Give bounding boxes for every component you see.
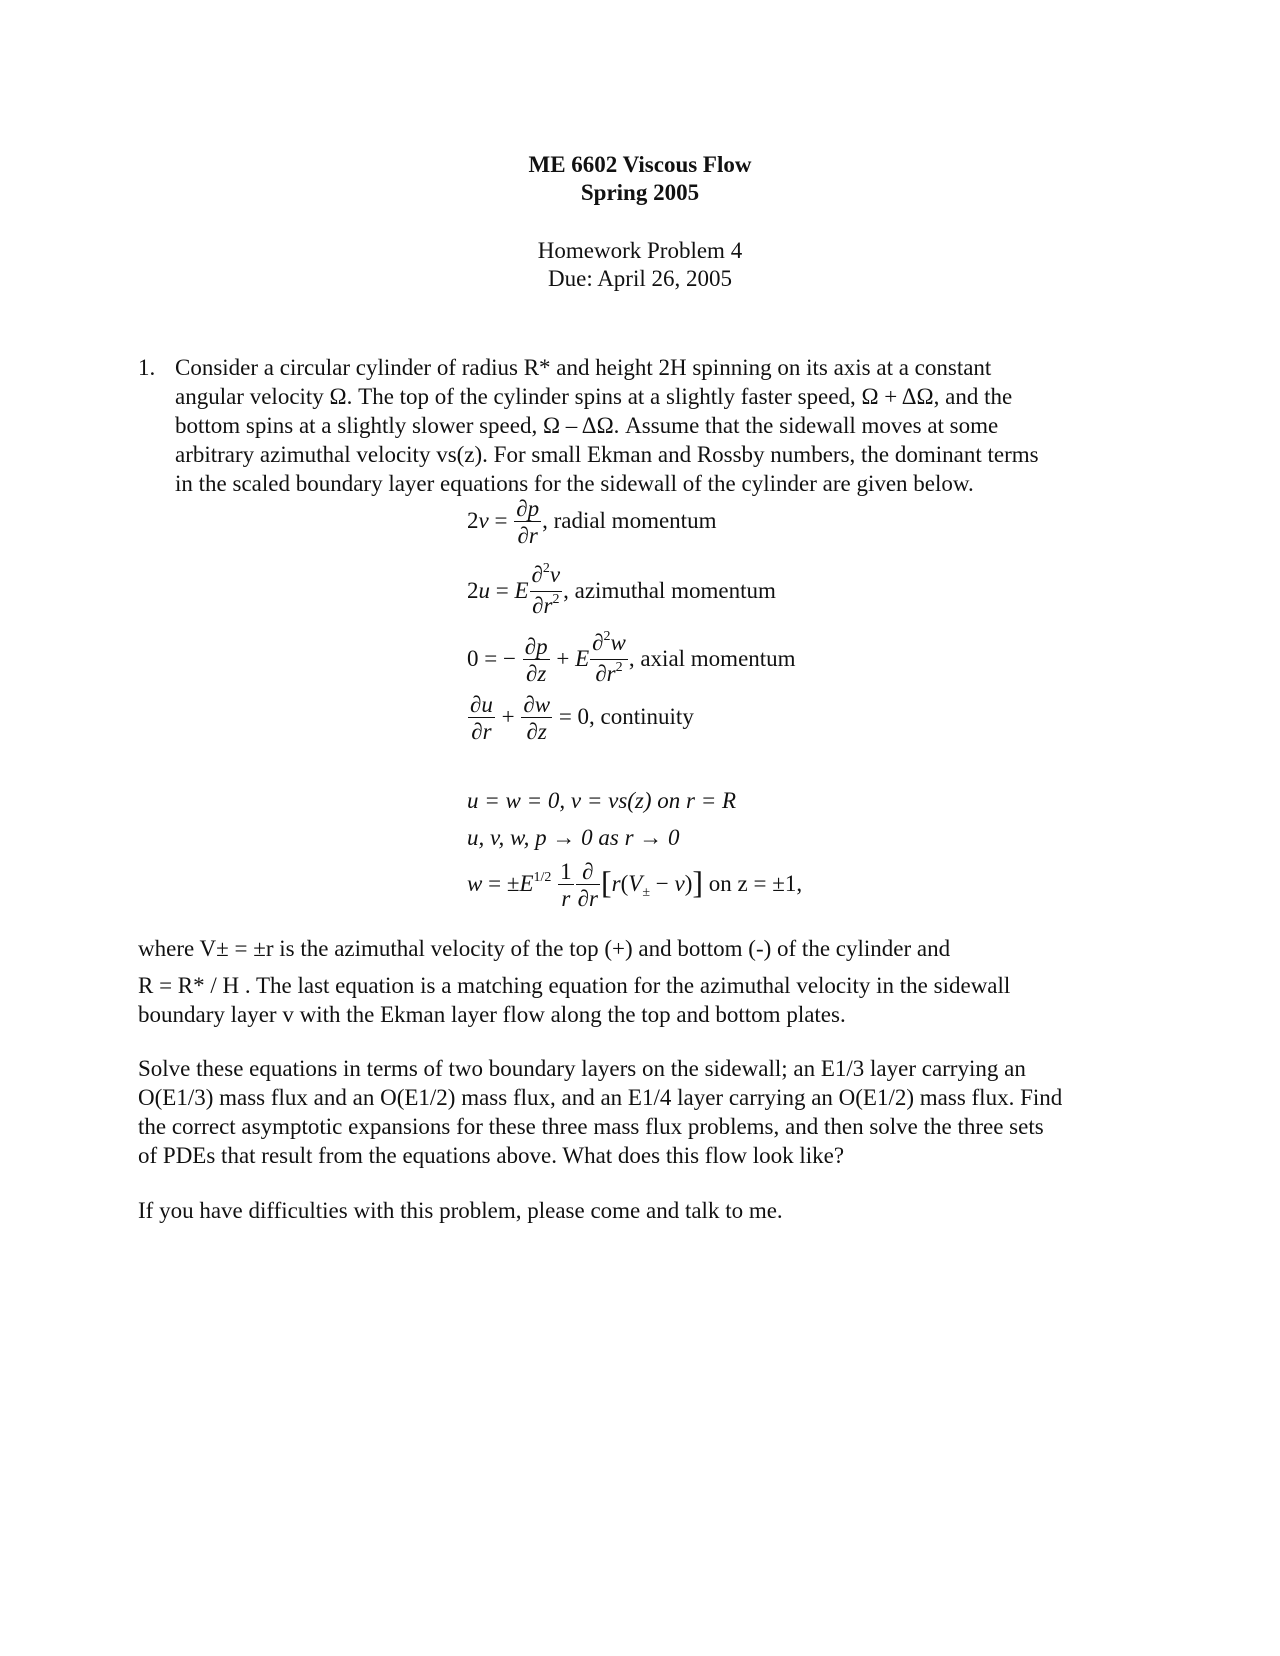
equation-radial-momentum: 2v = $\frac{\partial p}{\partial r}$ , radial momentum bbox=[467, 496, 717, 548]
solve-line: the correct asymptotic expansions for these three mass flux problems, and then solve the three sets bbox=[138, 1114, 1044, 1139]
course-term: Spring 2005 bbox=[580, 180, 700, 205]
boundary-condition-wall: u = w = 0, v = vs(z) on r = R bbox=[467, 788, 737, 813]
azimuthal-label: , azimuthal momentum bbox=[563, 577, 776, 603]
closing-line: If you have difficulties with this problem, please come and talk to me. bbox=[138, 1198, 783, 1223]
closing-paragraph bbox=[138, 1196, 1138, 1225]
problem-line: Consider a circular cylinder of radius R* and height 2H spinning on its axis at a constant bbox=[175, 355, 992, 380]
axial-label: , axial momentum bbox=[628, 645, 796, 671]
problem-line: bottom spins at a slightly slower speed, Ω – ΔΩ. Assume that the sidewall moves at some bbox=[175, 413, 999, 438]
matching-suffix: on z = ±1, bbox=[708, 870, 803, 896]
assignment-title: Homework Problem 4 bbox=[537, 238, 743, 263]
where-line: where V± = ±r is the azimuthal velocity of the top (+) and bottom (-) of the cylinder and bbox=[138, 936, 951, 961]
problem-line: angular velocity Ω. The top of the cylinder spins at a slightly faster speed, Ω + ΔΩ, and the bbox=[175, 384, 1013, 409]
course-header bbox=[0, 151, 1280, 207]
solve-line: of PDEs that result from the equations above. What does this flow look like? bbox=[138, 1143, 845, 1168]
course-title: ME 6602 Viscous Flow bbox=[528, 152, 752, 177]
continuity-label: = 0, continuity bbox=[558, 703, 694, 729]
equation-continuity: $\frac{\partial u}{\partial r}$ + $\frac{\partial w}{\partial z}$ = 0, continuity bbox=[470, 692, 694, 744]
where-line: R = R* / H . The last equation is a matching equation for the azimuthal velocity in the sidewall bbox=[138, 973, 1011, 998]
boundary-condition-far: u, v, w, p → 0 as r → 0 bbox=[467, 825, 680, 850]
solve-paragraph bbox=[138, 1054, 1138, 1170]
equation-axial-momentum: 0 = − $\frac{\partial p}{\partial z}$ + E $\frac{\partial^2w}{\partial r^2}$ , axial momentum bbox=[467, 631, 796, 690]
equation-matching: $w = \pm E^{1/2}$ $\frac{1}{r}$ $\frac{\partial}{\partial r}$ $[r(V_\pm - v)]$ on z = ±1, bbox=[467, 859, 803, 911]
problem-number: 1. bbox=[138, 355, 156, 380]
where-paragraph bbox=[138, 934, 1138, 1029]
problem-line: arbitrary azimuthal velocity vs(z). For small Ekman and Rossby numbers, the dominant terms bbox=[175, 442, 1039, 467]
equation-azimuthal-momentum: 2u = E $\frac{\partial^2v}{\partial r^2}$ , azimuthal momentum bbox=[467, 563, 776, 622]
problem-line: in the scaled boundary layer equations for the sidewall of the cylinder are given below. bbox=[175, 471, 974, 496]
radial-label: , radial momentum bbox=[542, 507, 717, 533]
solve-line: O(E1/3) mass flux and an O(E1/2) mass flux, and an E1/4 layer carrying an O(E1/2) mass flux. Find bbox=[138, 1085, 1063, 1110]
problem-statement bbox=[175, 353, 1165, 498]
solve-line: Solve these equations in terms of two boundary layers on the sidewall; an E1/3 layer carrying an bbox=[138, 1056, 1026, 1081]
due-date: Due: April 26, 2005 bbox=[548, 266, 732, 291]
assignment-header bbox=[0, 237, 1280, 293]
where-line: boundary layer v with the Ekman layer flow along the top and bottom plates. bbox=[138, 1002, 846, 1027]
